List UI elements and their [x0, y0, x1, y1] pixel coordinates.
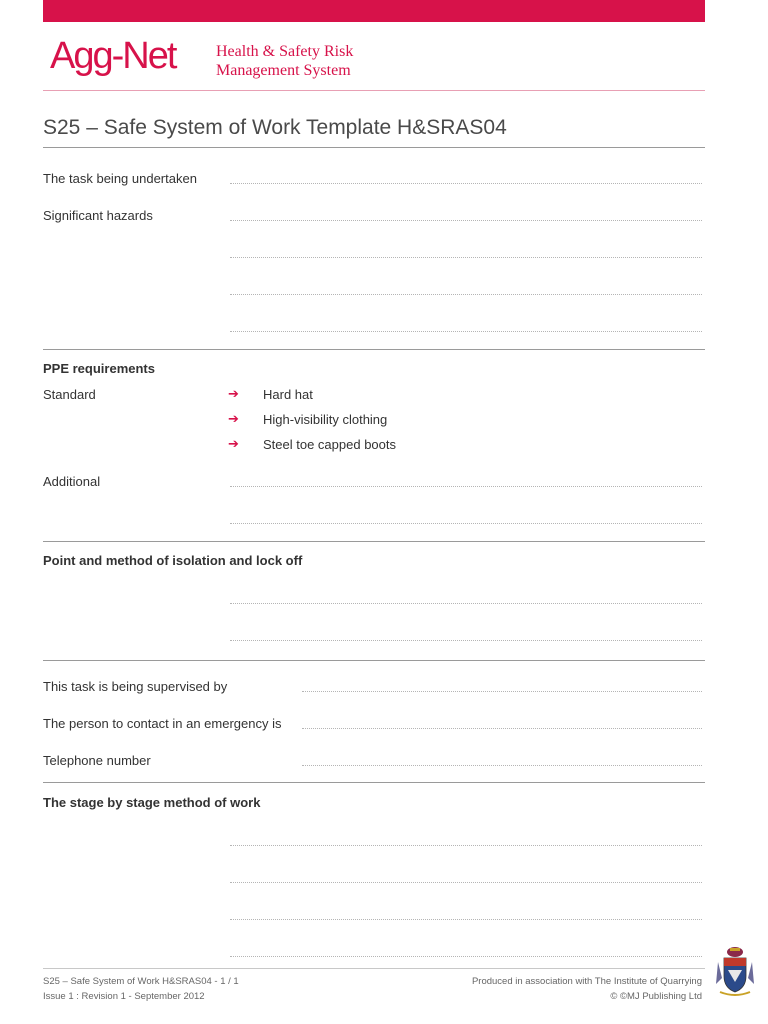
- isolation-heading: Point and method of isolation and lock off: [43, 553, 303, 568]
- ppe-standard-item: Hard hat: [263, 387, 313, 402]
- logo-text: Agg-Net: [50, 35, 176, 77]
- ppe-heading: PPE requirements: [43, 361, 155, 376]
- method-input-line[interactable]: [230, 956, 702, 957]
- aggnet-logo: [50, 34, 175, 78]
- ppe-standard-label: Standard: [43, 387, 96, 402]
- arrow-right-icon: ➔: [228, 411, 239, 426]
- ppe-additional-label: Additional: [43, 474, 101, 489]
- additional-input-line[interactable]: [230, 486, 702, 487]
- header-divider: [43, 90, 705, 91]
- method-heading: The stage by stage method of work: [43, 795, 261, 810]
- hazards-input-line[interactable]: [230, 257, 702, 258]
- isolation-input-line[interactable]: [230, 603, 702, 604]
- section-divider: [43, 541, 705, 542]
- hazards-input-line[interactable]: [230, 220, 702, 221]
- footer-issue: Issue 1 : Revision 1 - September 2012: [43, 991, 205, 1002]
- top-accent-bar: [43, 0, 705, 22]
- additional-input-line[interactable]: [230, 523, 702, 524]
- method-input-line[interactable]: [230, 919, 702, 920]
- section-divider: [43, 349, 705, 350]
- section-divider: [43, 660, 705, 661]
- arrow-right-icon: ➔: [228, 436, 239, 451]
- footer-doc-ref: S25 – Safe System of Work H&SRAS04 - 1 / 1: [43, 976, 239, 987]
- document-title: S25 – Safe System of Work Template H&SRAS04: [43, 116, 507, 139]
- telephone-label: Telephone number: [43, 753, 151, 768]
- arrow-right-icon: ➔: [228, 386, 239, 401]
- title-divider: [43, 147, 705, 148]
- method-input-line[interactable]: [230, 845, 702, 846]
- footer-divider: [43, 968, 705, 969]
- ppe-standard-item: Steel toe capped boots: [263, 437, 396, 452]
- hazards-input-line[interactable]: [230, 331, 702, 332]
- brand-subtitle: [216, 42, 353, 80]
- ppe-standard-item: High-visibility clothing: [263, 412, 388, 427]
- emergency-contact-input-line[interactable]: [302, 728, 702, 729]
- hazards-input-line[interactable]: [230, 294, 702, 295]
- task-input-line[interactable]: [230, 183, 702, 184]
- footer-copyright: © ©MJ Publishing Ltd: [610, 991, 702, 1002]
- brand-subtitle-line1: Health & Safety Risk: [216, 43, 354, 60]
- task-label: The task being undertaken: [43, 171, 197, 186]
- isolation-input-line[interactable]: [230, 640, 702, 641]
- footer-association: Produced in association with The Institute of Quarrying: [471, 976, 702, 987]
- supervised-input-line[interactable]: [302, 691, 702, 692]
- institute-crest-icon: [712, 944, 758, 998]
- brand-subtitle-line2: Management System: [216, 62, 351, 79]
- telephone-input-line[interactable]: [302, 765, 702, 766]
- emergency-contact-label: The person to contact in an emergency is: [43, 716, 282, 731]
- supervised-label: This task is being supervised by: [43, 679, 228, 694]
- method-input-line[interactable]: [230, 882, 702, 883]
- hazards-label: Significant hazards: [43, 208, 153, 223]
- section-divider: [43, 782, 705, 783]
